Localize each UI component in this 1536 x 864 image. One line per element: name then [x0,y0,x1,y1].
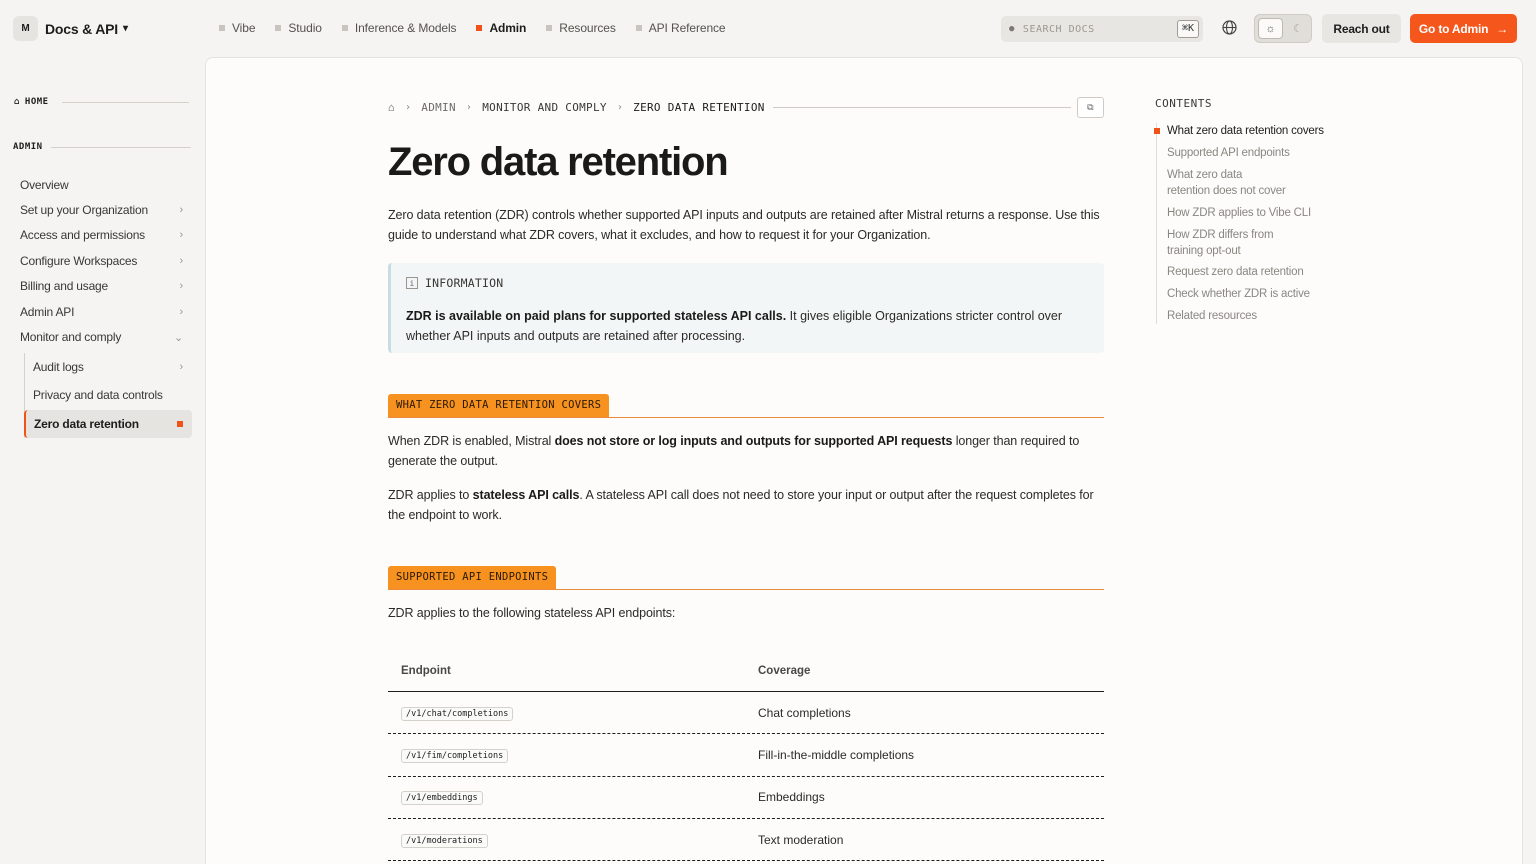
copy-icon: ⧉ [1087,102,1094,113]
go-to-admin-label: Go to Admin [1418,21,1489,36]
table-row [388,819,1104,861]
sidebar-item-setup-organization[interactable] [13,197,192,222]
info-icon: i [406,277,418,289]
sidebar-item-overview[interactable] [13,172,192,197]
chevron-right-icon: › [179,229,183,242]
search-input[interactable] [1001,16,1203,42]
home-icon: ⌂ [14,97,20,107]
endpoint-code: /v1/fim/completions [401,749,508,763]
sidebar-item-billing-usage[interactable] [13,274,192,299]
intro-paragraph: Zero data retention (ZDR) controls whether supported API inputs and outputs are retained after Mistral returns a response. Use this guide to understand what ZDR covers, what it excludes, and how to request it for your Organization. [388,208,1100,242]
sidebar-nav-list [13,172,192,438]
home-icon[interactable]: ⌂ [388,101,395,114]
square-icon [219,25,225,31]
nav-label: Admin [489,21,527,35]
toc-item[interactable]: Request zero data retention [1167,266,1304,279]
sidebar-item-label: Billing and usage [20,279,109,294]
chevron-right-icon: › [465,102,473,113]
toc-item[interactable]: Check whether ZDR is active [1167,288,1310,301]
callout-body [406,307,1086,346]
chevron-right-icon: › [179,305,183,318]
square-icon [546,25,552,31]
nav-resources[interactable] [546,21,615,35]
section-label: ADMIN [13,142,43,152]
page-title: Zero data retention [388,140,728,184]
sidebar-item-label: Admin API [20,304,75,319]
toc-item[interactable]: What zero data retention does not cover [1167,168,1286,197]
covers-paragraph-1 [388,432,1104,471]
go-to-admin-button[interactable] [1410,14,1517,43]
sun-icon[interactable]: ☼ [1258,18,1283,39]
sidebar-item-label: Overview [20,177,69,192]
breadcrumb-monitor-comply[interactable]: MONITOR AND COMPLY [482,101,607,114]
toc-heading: CONTENTS [1155,97,1212,110]
sidebar-item-label: Privacy and data controls [33,388,163,403]
chevron-right-icon: › [179,280,183,293]
endpoint-code: /v1/chat/completions [401,707,513,721]
text: ZDR applies to [388,488,473,502]
nav-admin[interactable] [476,21,526,35]
chevron-right-icon: › [616,102,624,113]
search-placeholder: SEARCH DOCS [1022,23,1095,35]
table-row [388,734,1104,776]
table-row [388,777,1104,819]
callout-bold: ZDR is available on paid plans for supported stateless API calls. [406,309,787,323]
moon-icon[interactable]: ☾ [1293,23,1303,35]
search-icon: ● [1009,24,1015,34]
sidebar-item-access-permissions[interactable] [13,223,192,248]
main-content [205,57,1523,864]
nav-label: API Reference [648,21,726,35]
breadcrumb-current: ZERO DATA RETENTION [633,101,765,114]
table-row [388,692,1104,734]
toc-item[interactable]: How ZDR applies to Vibe CLI [1167,206,1311,219]
section-tag: SUPPORTED API ENDPOINTS [388,566,556,589]
sidebar-item-monitor-comply[interactable] [13,324,192,349]
theme-toggle[interactable] [1254,14,1312,43]
breadcrumb [388,97,1104,118]
nav-label: Studio [288,21,322,35]
chevron-down-icon: ⌄ [173,331,183,344]
sidebar-item-label: Zero data retention [34,416,139,431]
sidebar-item-admin-api[interactable] [13,299,192,324]
endpoints-table [388,650,1104,861]
callout-heading: INFORMATION [425,276,504,290]
top-bar [0,0,1536,57]
sidebar [0,57,205,864]
sidebar-item-label: Access and permissions [20,228,145,243]
arrow-right-icon: → [1496,21,1509,36]
section-heading-endpoints [388,566,1104,590]
text-bold: stateless API calls [472,488,580,502]
sidebar-item-label: Set up your Organization [20,203,148,218]
sidebar-item-zero-data-retention[interactable] [24,410,192,439]
chevron-right-icon: › [179,360,183,373]
sidebar-item-audit-logs[interactable] [25,353,192,382]
nav-inference-models[interactable] [342,21,457,35]
endpoint-code: /v1/embeddings [401,791,483,805]
covers-paragraph-2 [388,486,1104,525]
table-cell [388,705,746,721]
table-cell: Text moderation [758,832,844,847]
nav-vibe[interactable] [219,21,255,35]
nav-label: Vibe [232,21,256,35]
table-header [388,650,1104,692]
shortcut-badge: ⌘K [1177,20,1199,38]
square-icon [342,25,348,31]
section-heading-covers [388,394,1104,418]
nav-studio[interactable] [275,21,321,35]
toc-item[interactable]: How ZDR differs from training opt-out [1167,228,1274,257]
table-cell: Chat completions [758,705,851,720]
chevron-right-icon: › [404,102,412,113]
square-icon [476,25,482,31]
copy-page-button[interactable] [1077,97,1104,118]
text: longer than required to generate the output. [388,434,1080,468]
divider [773,107,1071,108]
endpoints-paragraph: ZDR applies to the following stateless API endpoints: [388,606,676,620]
table-cell [388,747,746,763]
sidebar-subnav [24,353,192,439]
sidebar-item-label: Monitor and comply [20,330,122,345]
globe-icon[interactable] [1221,19,1238,36]
table-cell [388,789,746,805]
callout-text: It gives eligible Organizations stricter control over whether API inputs and outputs are retained after processing. [406,309,1063,343]
table-cell: Fill-in-the-middle completions [758,747,915,762]
sidebar-home-link[interactable] [14,97,189,107]
column-header: Endpoint [401,664,451,677]
sidebar-item-configure-workspaces[interactable] [13,248,192,273]
reach-out-button[interactable]: Reach out [1322,14,1401,43]
callout-header [406,276,503,290]
column-header: Coverage [758,664,811,677]
active-indicator [177,421,183,427]
top-nav [219,21,746,35]
nav-label: Inference & Models [354,21,457,35]
chevron-right-icon: › [179,204,183,217]
sidebar-item-privacy-data-controls[interactable] [25,381,192,410]
nav-api-reference[interactable] [636,21,726,35]
toc-item[interactable]: Related resources [1167,310,1257,323]
chevron-right-icon: › [179,254,183,267]
table-of-contents [1155,97,1355,330]
table-cell [388,832,746,848]
sidebar-item-label: Audit logs [33,359,84,374]
toc-item[interactable]: What zero data retention covers [1167,123,1355,139]
info-callout [388,263,1104,353]
text: . A stateless API call does not need to store your input or output after the request completes for the endpoint to work. [388,488,1094,522]
divider [62,102,189,103]
product-switcher[interactable] [13,16,128,41]
text: When ZDR is enabled, Mistral [388,434,555,448]
section-tag: WHAT ZERO DATA RETENTION COVERS [388,394,609,417]
square-icon [275,25,281,31]
nav-label: Resources [559,21,616,35]
product-name: Docs & API [45,20,118,37]
sidebar-section-heading [13,142,191,152]
toc-list [1156,123,1355,324]
table-cell: Embeddings [758,790,825,805]
text-bold: does not store or log inputs and outputs for supported API requests [554,434,953,448]
breadcrumb-admin[interactable]: ADMIN [421,101,456,114]
toc-item[interactable]: Supported API endpoints [1167,146,1290,159]
chevron-down-icon: ▾ [122,23,128,34]
endpoint-code: /v1/moderations [401,834,488,848]
home-label: HOME [24,97,49,107]
divider [51,147,191,148]
square-icon [636,25,642,31]
mistral-logo-icon: M [13,16,38,41]
sidebar-item-label: Configure Workspaces [20,253,138,268]
